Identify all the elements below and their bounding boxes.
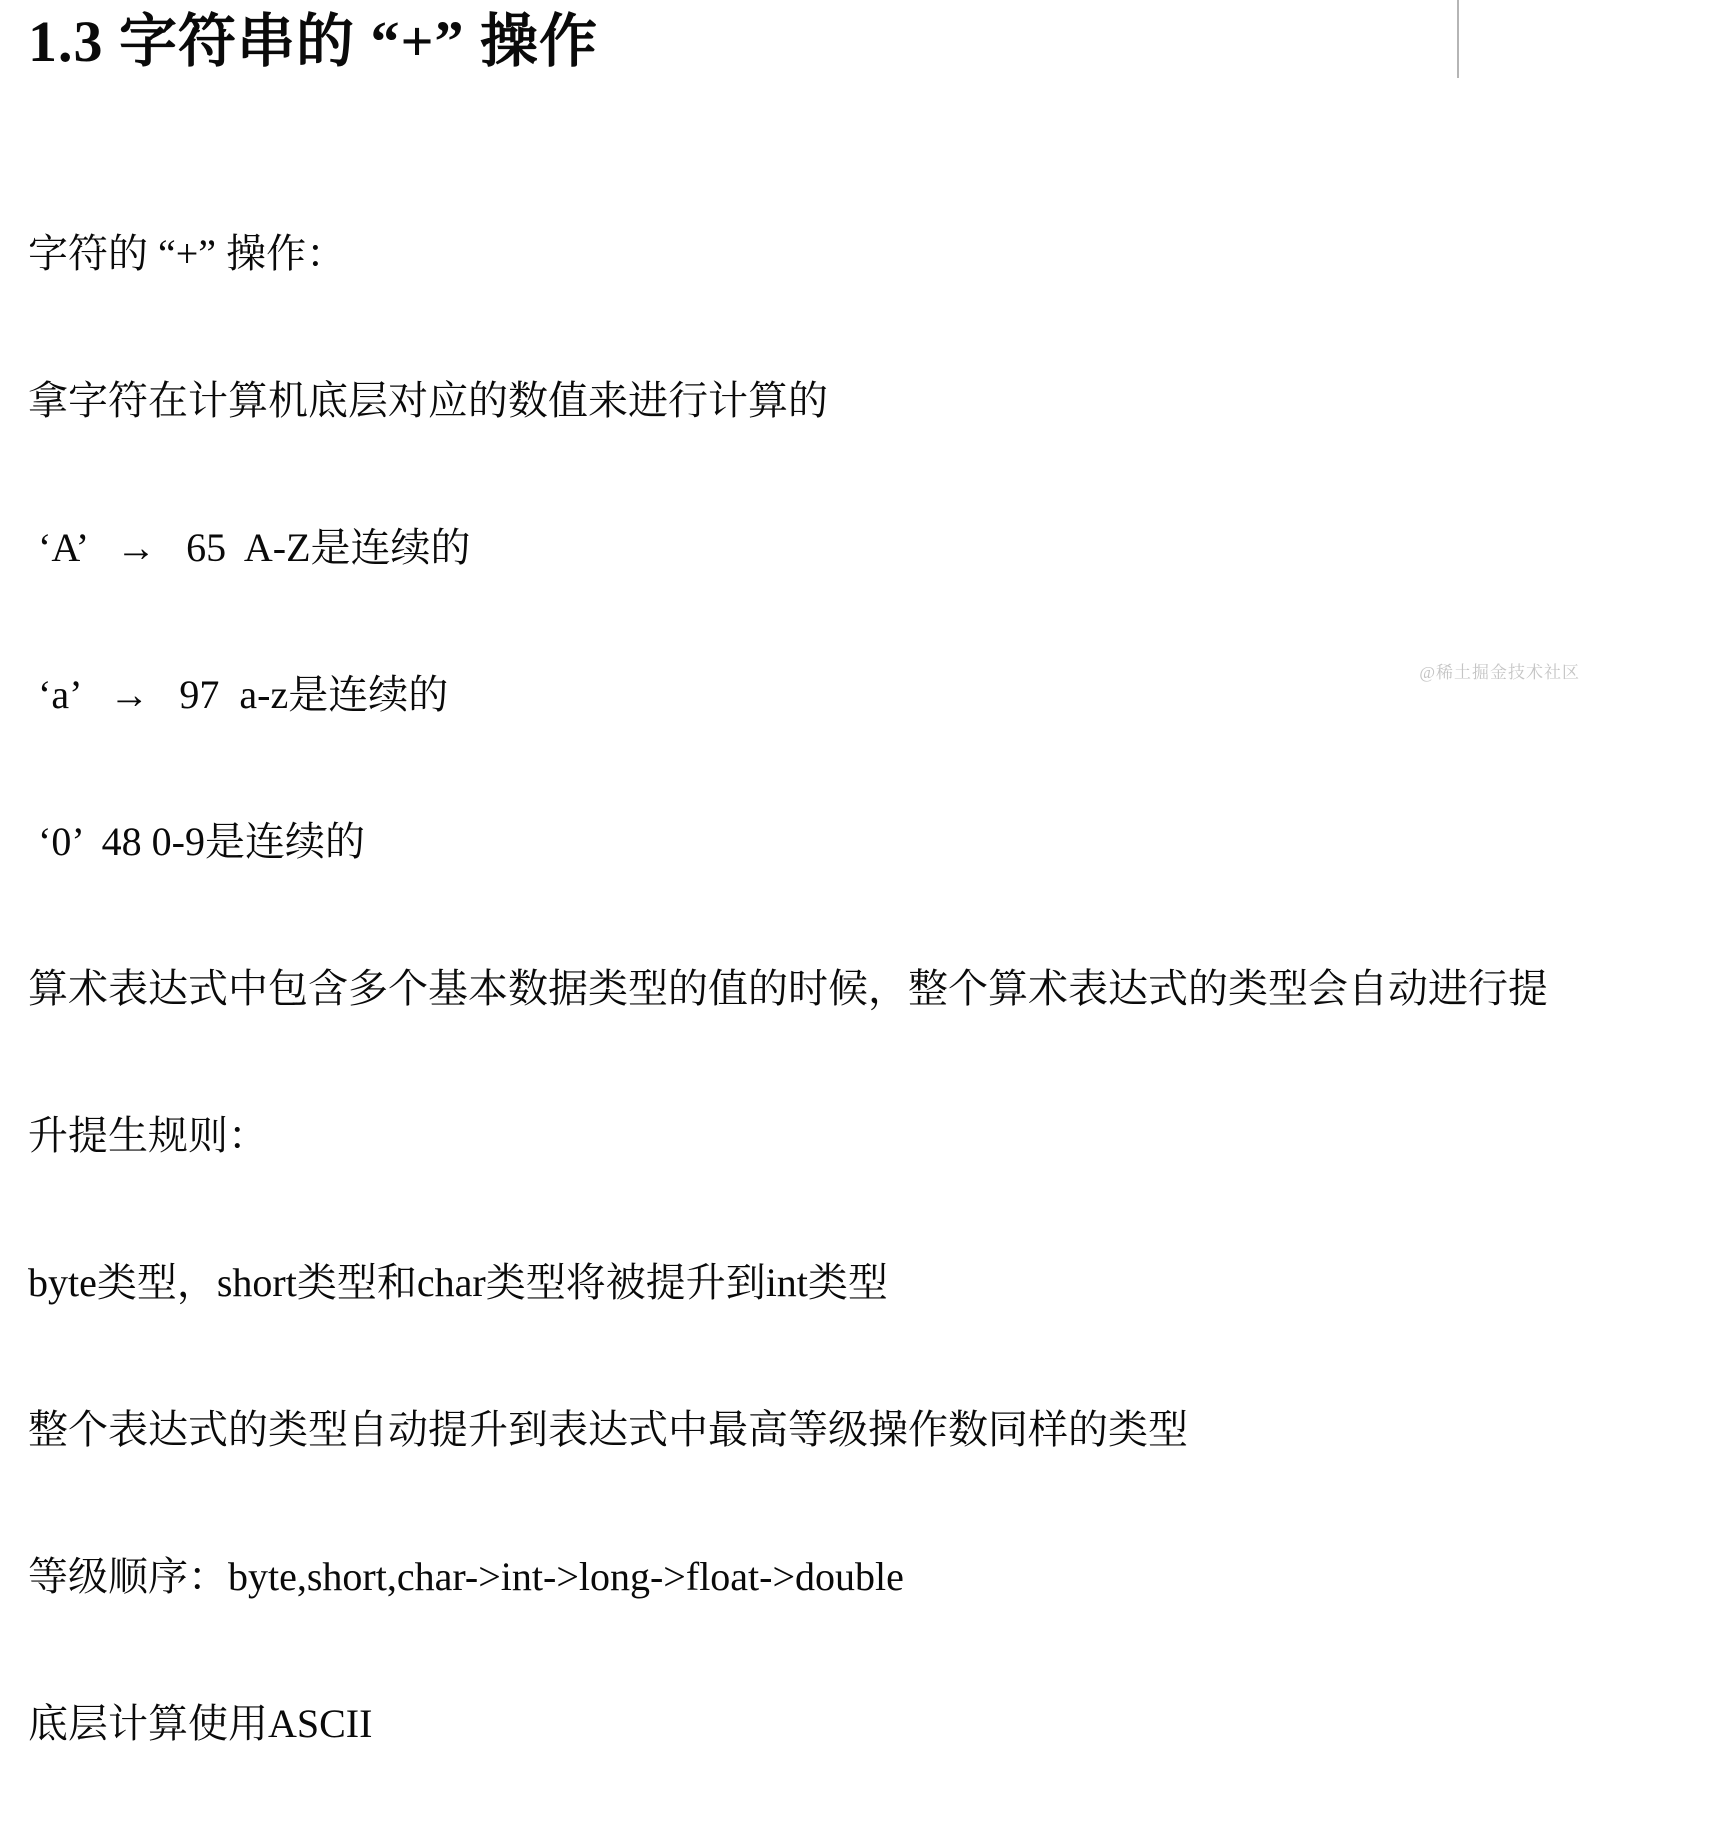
watermark: @稀土掘金技术社区 bbox=[1419, 663, 1580, 682]
text-line: 字符的 “+” 操作： bbox=[28, 231, 347, 276]
text-line: byte类型，short类型和char类型将被提升到int类型 bbox=[28, 1260, 888, 1305]
text-line: 拿字符在计算机底层对应的数值来进行计算的 bbox=[28, 378, 828, 423]
text-line: ‘a’ → 97 a-z是连续的 bbox=[28, 672, 449, 717]
text-line: ‘0’ 48 0-9是连续的 bbox=[28, 819, 365, 864]
text-line: 底层计算使用ASCII bbox=[28, 1701, 373, 1746]
text-line: 等级顺序：byte,short,char->int->long->float->double bbox=[28, 1554, 904, 1599]
vertical-divider-line bbox=[1457, 0, 1459, 78]
text-line: 整个表达式的类型自动提升到表达式中最高等级操作数同样的类型 bbox=[28, 1407, 1188, 1452]
page-title: 1.3 字符串的 “+” 操作 bbox=[28, 9, 599, 74]
document-body bbox=[28, 131, 1728, 1846]
text-line: ‘A’ → 65 A-Z是连续的 bbox=[28, 525, 471, 570]
text-line: 升提生规则： bbox=[28, 1113, 268, 1158]
text-line: 算术表达式中包含多个基本数据类型的值的时候，整个算术表达式的类型会自动进行提 bbox=[28, 966, 1548, 1011]
